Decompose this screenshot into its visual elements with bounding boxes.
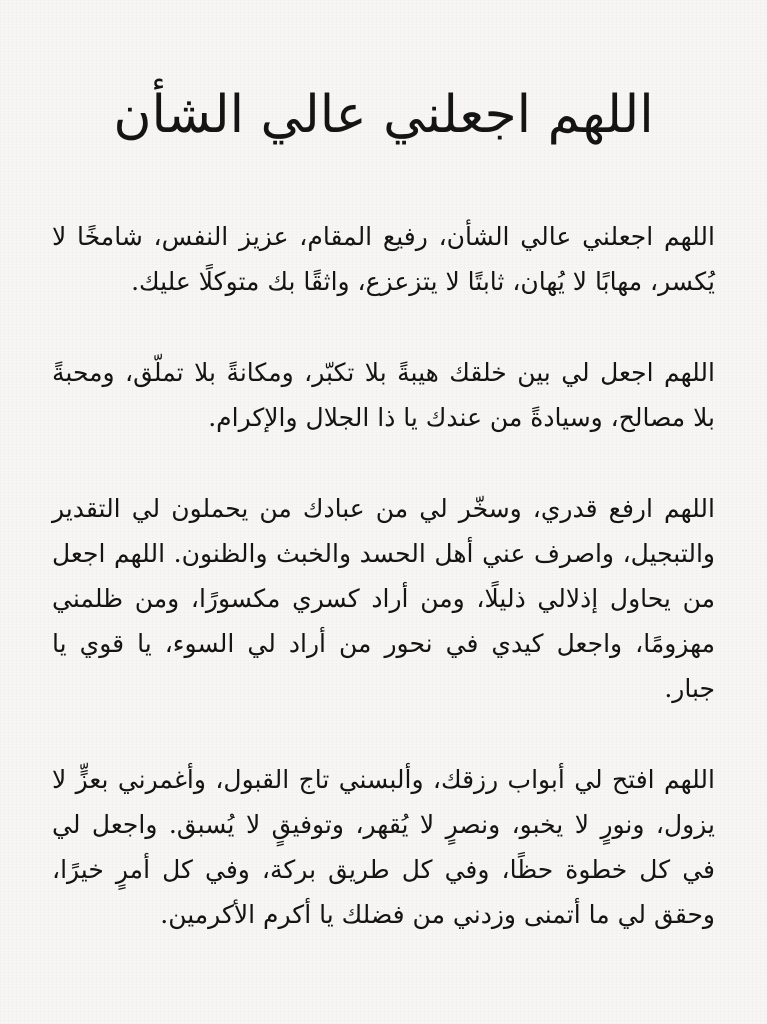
body-text: [52, 214, 715, 937]
page-title: اللهم اجعلني عالي الشأن: [113, 85, 654, 145]
paragraph-2: اللهم اجعل لي بين خلقك هيبةً بلا تكبّر، ومكانةً بلا تملّق، ومحبةً بلا مصالح، وسيادةً من عندك يا ذا الجلال والإكرام.: [52, 357, 715, 432]
paragraph-3: اللهم ارفع قدري، وسخّر لي من عبادك من يحملون لي التقدير والتبجيل، واصرف عني أهل الحسد والخبث والظنون. اللهم اجعل من يحاول إذلالي ذليلًا، ومن أراد كسري مكسورًا، ومن ظلمني مهزومًا، واجعل كيدي في نحور من أراد لي السوء، يا قوي يا جبار.: [52, 493, 715, 703]
paragraph-4: اللهم افتح لي أبواب رزقك، وألبسني تاج القبول، وأغمرني بعزٍّ لا يزول، ونورٍ لا يخبو، ونصرٍ لا يُقهر، وتوفيقٍ لا يُسبق. واجعل لي في كل خطوة حظًا، وفي كل طريق بركة، وفي كل أمرٍ خيرًا، وحقق لي ما أتمنى وزدني من فضلك يا أكرم الأكرمين.: [52, 764, 715, 929]
paragraph-1: اللهم اجعلني عالي الشأن، رفيع المقام، عزيز النفس، شامخًا لا يُكسر، مهابًا لا يُهان، ثابتًا لا يتزعزع، واثقًا بك متوكلًا عليك.: [52, 221, 715, 296]
